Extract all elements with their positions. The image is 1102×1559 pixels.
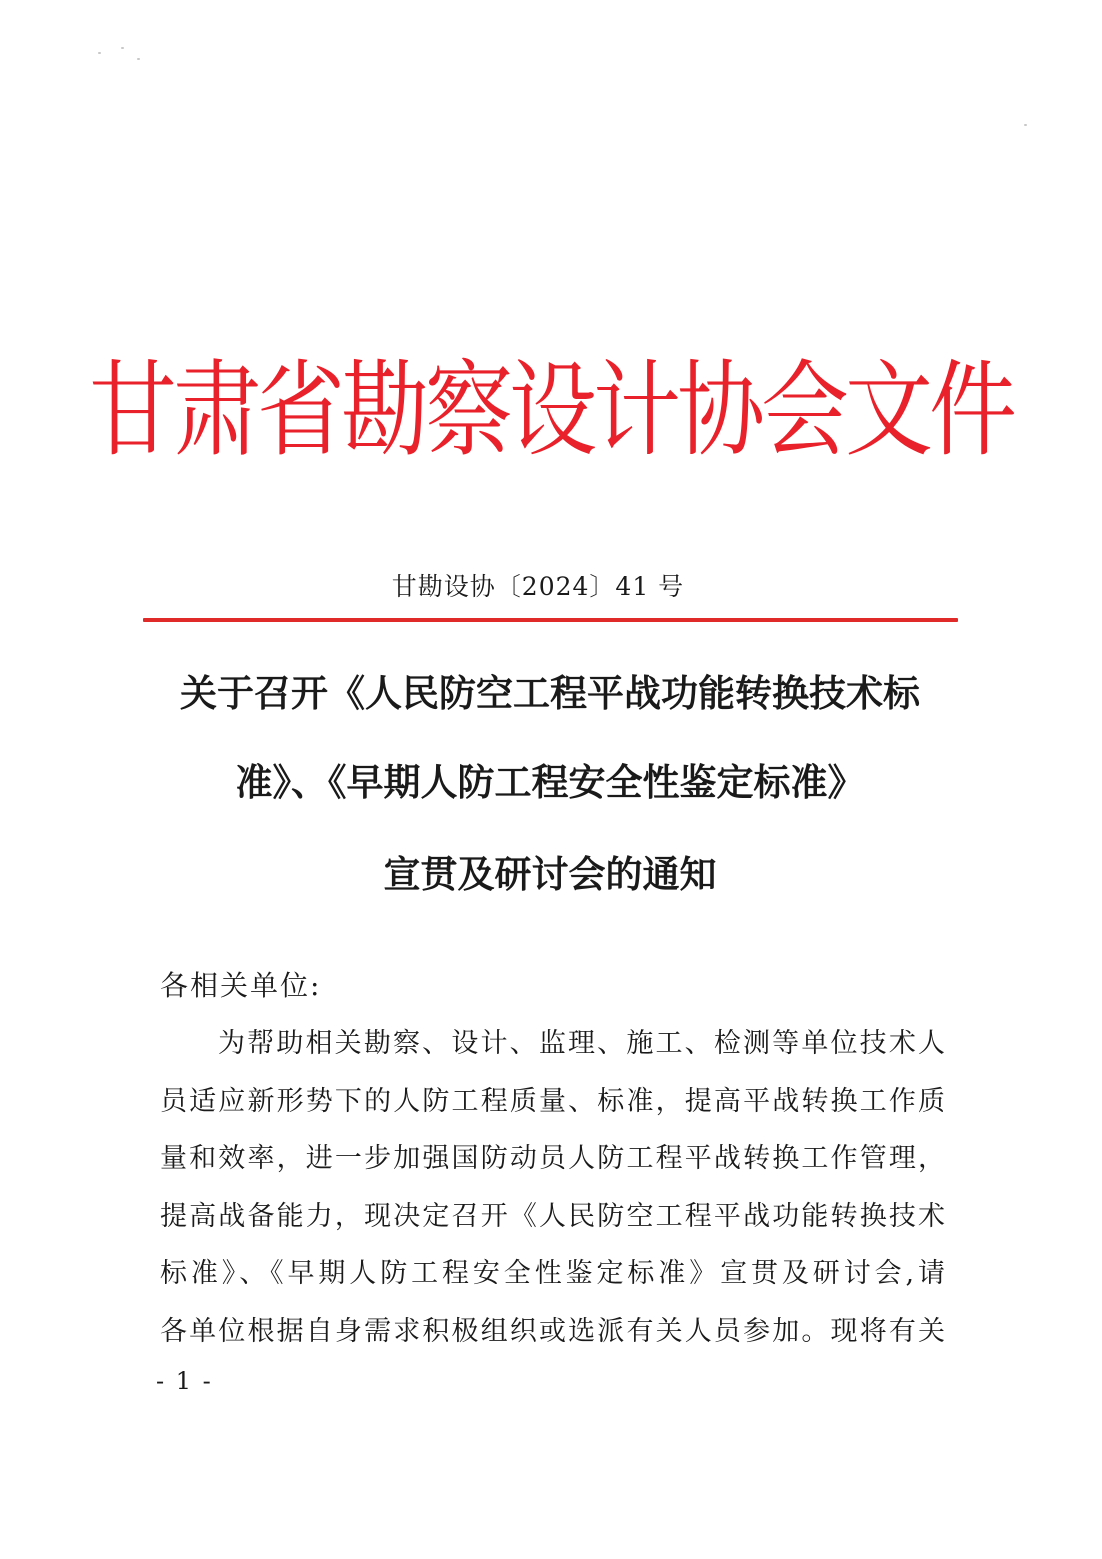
masthead-title: 甘肃省勘察设计协会文件 bbox=[88, 349, 1013, 471]
scan-speck bbox=[121, 47, 124, 49]
scan-speck bbox=[137, 58, 140, 60]
body-line-6: 各单位根据自身需求积极组织或选派有关人员参加。现将有关 bbox=[160, 1316, 945, 1347]
document-number: 甘勘设协〔2024〕41 号 bbox=[391, 572, 685, 601]
red-divider-line bbox=[143, 618, 958, 622]
body-line-3: 量和效率，进一步加强国防动员人防工程平战转换工作管理， bbox=[160, 1143, 945, 1174]
page-number: - 1 - bbox=[156, 1367, 213, 1395]
scan-speck bbox=[1024, 124, 1027, 126]
notice-title-line-2: 准》、《早期人防工程安全性鉴定标准》 bbox=[235, 761, 865, 804]
body-line-5: 标准》、《早期人防工程安全性鉴定标准》宣贯及研讨会,请 bbox=[160, 1258, 945, 1289]
salutation: 各相关单位: bbox=[160, 969, 322, 1002]
body-line-4: 提高战备能力，现决定召开《人民防空工程平战功能转换技术 bbox=[160, 1201, 945, 1232]
notice-title-line-1: 关于召开《人民防空工程平战功能转换技术标 bbox=[180, 672, 920, 715]
scan-speck bbox=[98, 52, 101, 54]
body-line-1: 为帮助相关勘察、设计、监理、施工、检测等单位技术人 bbox=[218, 1028, 945, 1059]
notice-title-line-3: 宣贯及研讨会的通知 bbox=[383, 853, 717, 896]
body-line-2: 员适应新形势下的人防工程质量、标准，提高平战转换工作质 bbox=[160, 1086, 945, 1117]
